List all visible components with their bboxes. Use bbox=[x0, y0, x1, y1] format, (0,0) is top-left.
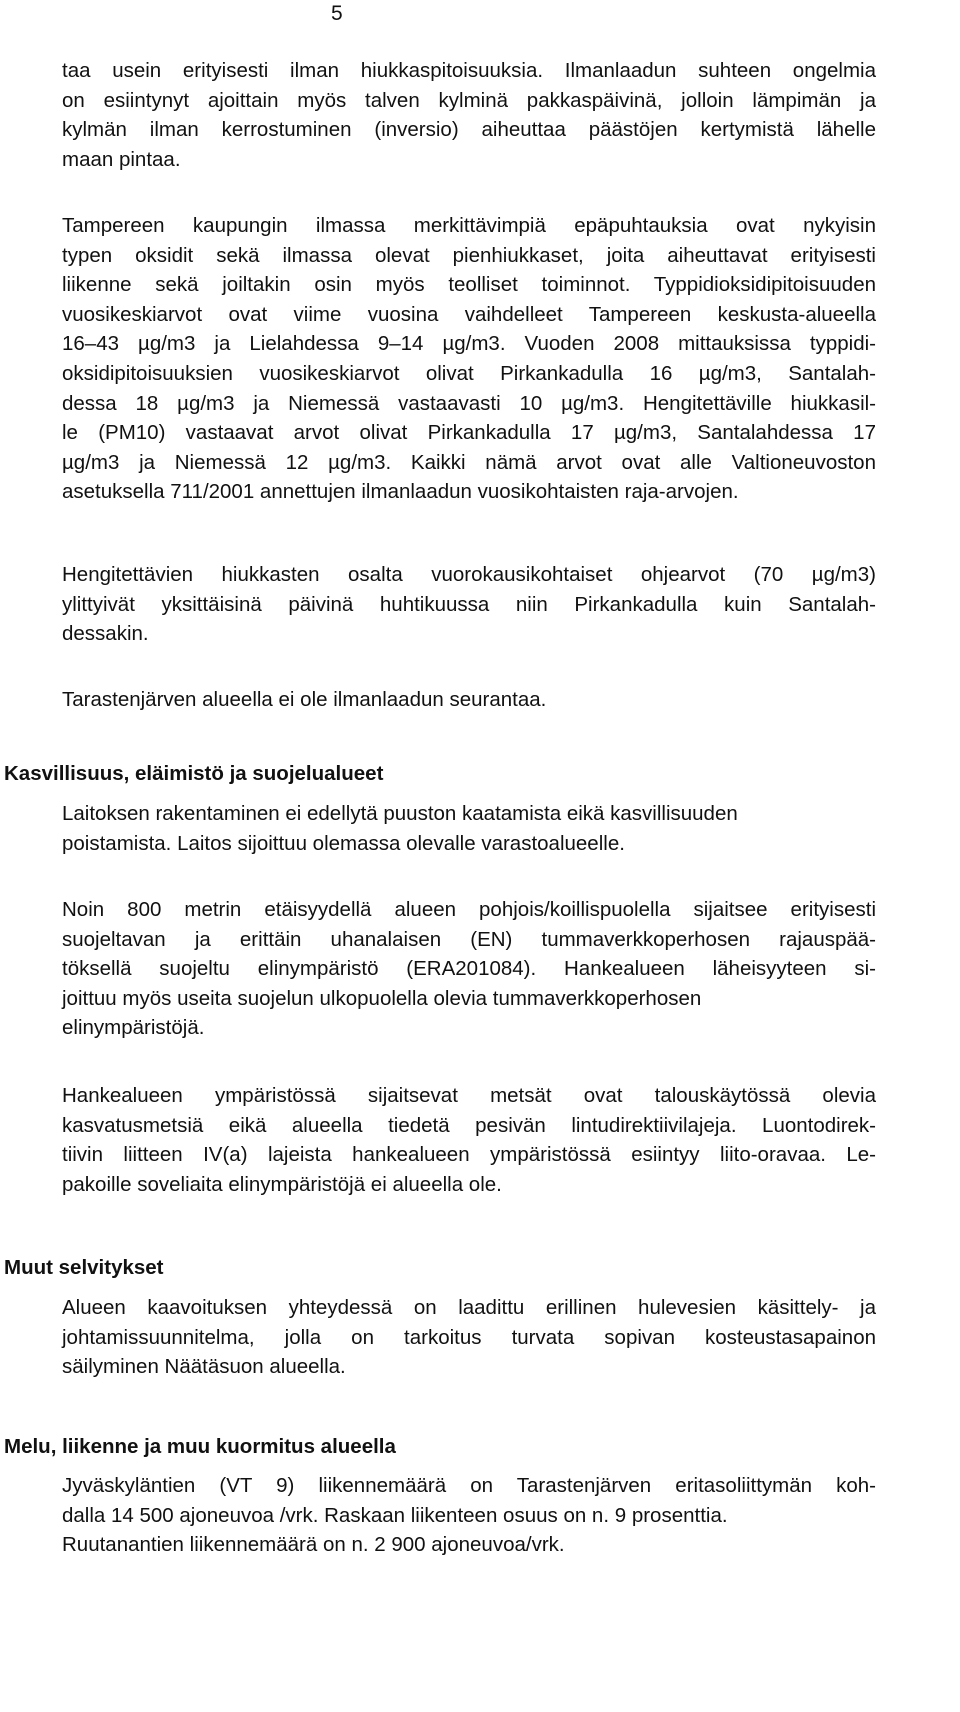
section-heading-noise-traffic: Melu, liikenne ja muu kuormitus alueella bbox=[4, 1435, 396, 1458]
text-line: liikenne sekä joiltakin osin myös teolliset toiminnot. Typpidioksidipitoisuuden bbox=[62, 273, 876, 297]
text-line: on esiintynyt ajoittain myös talven kylminä pakkaspäivinä, jolloin lämpimän ja bbox=[62, 88, 876, 112]
paragraph-particle-limits bbox=[62, 560, 876, 649]
text-line: Laitoksen rakentaminen ei edellytä puuston kaatamista eikä kasvillisuuden bbox=[62, 802, 738, 825]
paragraph-tampere-air-quality bbox=[62, 211, 876, 507]
text-line: taa usein erityisesti ilman hiukkaspitoisuuksia. Ilmanlaadun suhteen ongelmia bbox=[62, 59, 876, 82]
text-line: dessa 18 µg/m3 ja Niemessä vastaavasti 10 µg/m3. Hengitettäville hiukkasil- bbox=[62, 391, 876, 415]
text-line: asetuksella 711/2001 annettujen ilmanlaadun vuosikohtaisten raja-arvojen. bbox=[62, 480, 739, 504]
section-heading-vegetation: Kasvillisuus, eläimistö ja suojelualueet bbox=[4, 762, 384, 785]
text-line: µg/m3 ja Niemessä 12 µg/m3. Kaikki nämä arvot ovat alle Valtioneuvoston bbox=[62, 450, 876, 474]
text-line: kylmän ilman kerrostuminen (inversio) aiheuttaa päästöjen kertymistä lähelle bbox=[62, 118, 876, 142]
text-line: Ruutanantien liikennemäärä on n. 2 900 ajoneuvoa/vrk. bbox=[62, 1533, 565, 1557]
paragraph-tarastenjarvi-monitoring bbox=[62, 685, 876, 715]
text-line: johtamissuunnitelma, jolla on tarkoitus turvata sopivan kosteustasapainon bbox=[62, 1325, 876, 1349]
text-line: tiivin liitteen IV(a) lajeista hankealueen ympäristössä esiintyy liito-oravaa. Le- bbox=[62, 1143, 876, 1167]
paragraph-forests-species bbox=[62, 1081, 876, 1199]
paragraph-construction-impact bbox=[62, 799, 876, 858]
text-line: ylittyivät yksittäisinä päivinä huhtikuussa niin Pirkankadulla kuin Santalah- bbox=[62, 592, 876, 616]
text-line: suojeltavan ja erittäin uhanalaisen (EN) tummaverkkoperhosen rajauspää- bbox=[62, 927, 876, 951]
text-line: oksidipitoisuuksien vuosikeskiarvot olivat Pirkankadulla 16 µg/m3, Santalah- bbox=[62, 361, 876, 385]
text-line: maan pintaa. bbox=[62, 147, 181, 171]
text-line: kasvatusmetsiä eikä alueella tiedetä pesivän lintudirektiivilajeja. Luontodirek- bbox=[62, 1113, 876, 1137]
text-line: vuosikeskiarvot ovat viime vuosina vaihdelleet Tampereen keskusta-alueella bbox=[62, 302, 876, 326]
text-line: Hankealueen ympäristössä sijaitsevat metsät ovat talouskäytössä olevia bbox=[62, 1084, 876, 1107]
text-line: le (PM10) vastaavat arvot olivat Pirkankadulla 17 µg/m3, Santalahdessa 17 bbox=[62, 421, 876, 445]
paragraph-traffic-volumes bbox=[62, 1471, 876, 1560]
text-line: typen oksidit sekä ilmassa olevat pienhiukkaset, joita aiheuttavat erityisesti bbox=[62, 243, 876, 267]
text-line: töksellä suojeltu elinympäristö (ERA201084). Hankealueen läheisyyteen si- bbox=[62, 957, 876, 981]
text-line: poistamista. Laitos sijoittuu olemassa olevalle varastoalueelle. bbox=[62, 831, 625, 855]
paragraph-stormwater-plan bbox=[62, 1293, 876, 1382]
page-number: 5 bbox=[331, 2, 343, 25]
text-line: pakoille soveliaita elinympäristöjä ei alueella ole. bbox=[62, 1172, 502, 1196]
paragraph-butterfly-habitat bbox=[62, 895, 876, 1043]
text-line: joittuu myös useita suojelun ulkopuolella olevia tummaverkkoperhosen bbox=[62, 986, 702, 1010]
text-line: Hengitettävien hiukkasten osalta vuorokausikohtaiset ohjearvot (70 µg/m3) bbox=[62, 563, 876, 586]
text-line: Alueen kaavoituksen yhteydessä on laadittu erillinen hulevesien käsittely- ja bbox=[62, 1296, 876, 1319]
text-line: säilyminen Näätäsuon alueella. bbox=[62, 1355, 346, 1379]
text-line: dalla 14 500 ajoneuvoa /vrk. Raskaan liikenteen osuus on n. 9 prosenttia. bbox=[62, 1503, 728, 1527]
paragraph-air-quality-intro bbox=[62, 56, 876, 174]
text-line: Tarastenjärven alueella ei ole ilmanlaadun seurantaa. bbox=[62, 688, 547, 711]
text-line: elinympäristöjä. bbox=[62, 1016, 205, 1040]
text-line: Noin 800 metrin etäisyydellä alueen pohjois/koillispuolella sijaitsee erityisesti bbox=[62, 898, 876, 921]
text-line: 16–43 µg/m3 ja Lielahdessa 9–14 µg/m3. Vuoden 2008 mittauksissa typpidi- bbox=[62, 332, 876, 356]
text-line: dessakin. bbox=[62, 622, 149, 646]
text-line: Jyväskyläntien (VT 9) liikennemäärä on Tarastenjärven eritasoliittymän koh- bbox=[62, 1474, 876, 1497]
section-heading-other-studies: Muut selvitykset bbox=[4, 1256, 164, 1279]
text-line: Tampereen kaupungin ilmassa merkittävimpiä epäpuhtauksia ovat nykyisin bbox=[62, 214, 876, 237]
